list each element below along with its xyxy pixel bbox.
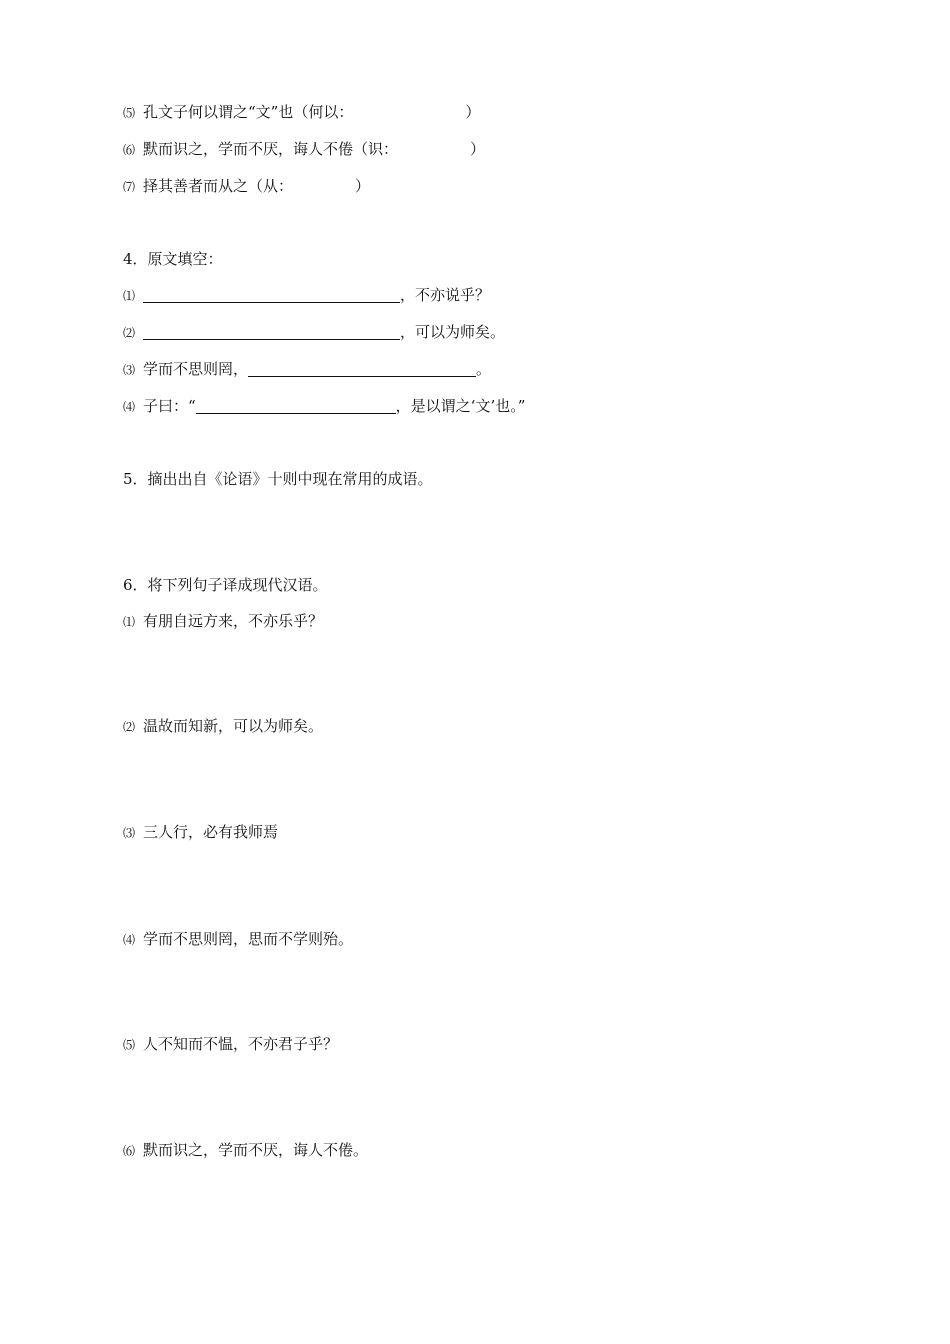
answer-blank[interactable]: [143, 323, 400, 340]
item-text: 人不知而不愠，不亦君子乎？: [143, 1035, 339, 1053]
item-text: 有朋自远方来，不亦乐乎？: [143, 612, 324, 630]
q4-item-4: [123, 396, 525, 416]
item-number: ⑵: [123, 326, 136, 340]
q6-item-4: [123, 929, 353, 949]
q4-item-3: [123, 359, 491, 379]
answer-blank[interactable]: [143, 286, 400, 303]
q3-item-7: [123, 176, 370, 196]
item-number: ⑸: [123, 106, 136, 120]
q4-item-1: [123, 285, 490, 305]
q6-item-5: [123, 1034, 338, 1054]
q3-item-5: [123, 102, 480, 122]
item-text-after: 。: [476, 360, 492, 378]
item-text: 孔文子何以谓之“文”也（何以：: [143, 103, 354, 121]
item-number: ⑴: [123, 615, 136, 629]
item-text-after: ，不亦说乎？: [400, 286, 491, 304]
item-number: ⑸: [123, 1038, 136, 1052]
item-text: 择其善者而从之（从：: [143, 177, 294, 195]
item-text: 三人行，必有我师焉: [143, 823, 279, 841]
q6-item-3: [123, 822, 278, 842]
q3-item-6: [123, 139, 485, 159]
item-number: ⑺: [123, 180, 136, 194]
q5-heading: 5．摘出出自《论语》十则中现在常用的成语。: [123, 470, 433, 488]
q4-heading: 4．原文填空：: [123, 250, 223, 268]
item-text-before: 子曰：“: [143, 397, 196, 415]
q6-item-6: [123, 1140, 368, 1160]
item-close-paren: ）: [465, 103, 481, 121]
answer-blank[interactable]: [248, 360, 476, 377]
item-close-paren: ）: [355, 177, 371, 195]
item-close-paren: ）: [470, 140, 486, 158]
item-number: ⑵: [123, 720, 136, 734]
item-text: 温故而知新，可以为师矣。: [143, 717, 324, 735]
item-number: ⑹: [123, 143, 136, 157]
item-text-after: ，可以为师矣。: [400, 323, 506, 341]
q4-item-2: [123, 322, 505, 342]
q6-item-2: [123, 716, 323, 736]
answer-blank[interactable]: [196, 397, 396, 414]
q6-item-1: [123, 611, 323, 631]
item-text: 默而识之，学而不厌，诲人不倦（识：: [143, 140, 399, 158]
item-text: 默而识之，学而不厌，诲人不倦。: [143, 1141, 369, 1159]
item-number: ⑶: [123, 363, 136, 377]
item-number: ⑹: [123, 1144, 136, 1158]
item-text-after: ，是以谓之‘文’也。”: [395, 397, 526, 415]
item-number: ⑷: [123, 933, 136, 947]
item-number: ⑷: [123, 400, 136, 414]
item-text-before: 学而不思则罔，: [143, 360, 249, 378]
item-number: ⑴: [123, 289, 136, 303]
q6-heading: 6．将下列句子译成现代汉语。: [123, 576, 328, 594]
item-text: 学而不思则罔，思而不学则殆。: [143, 930, 354, 948]
item-number: ⑶: [123, 826, 136, 840]
